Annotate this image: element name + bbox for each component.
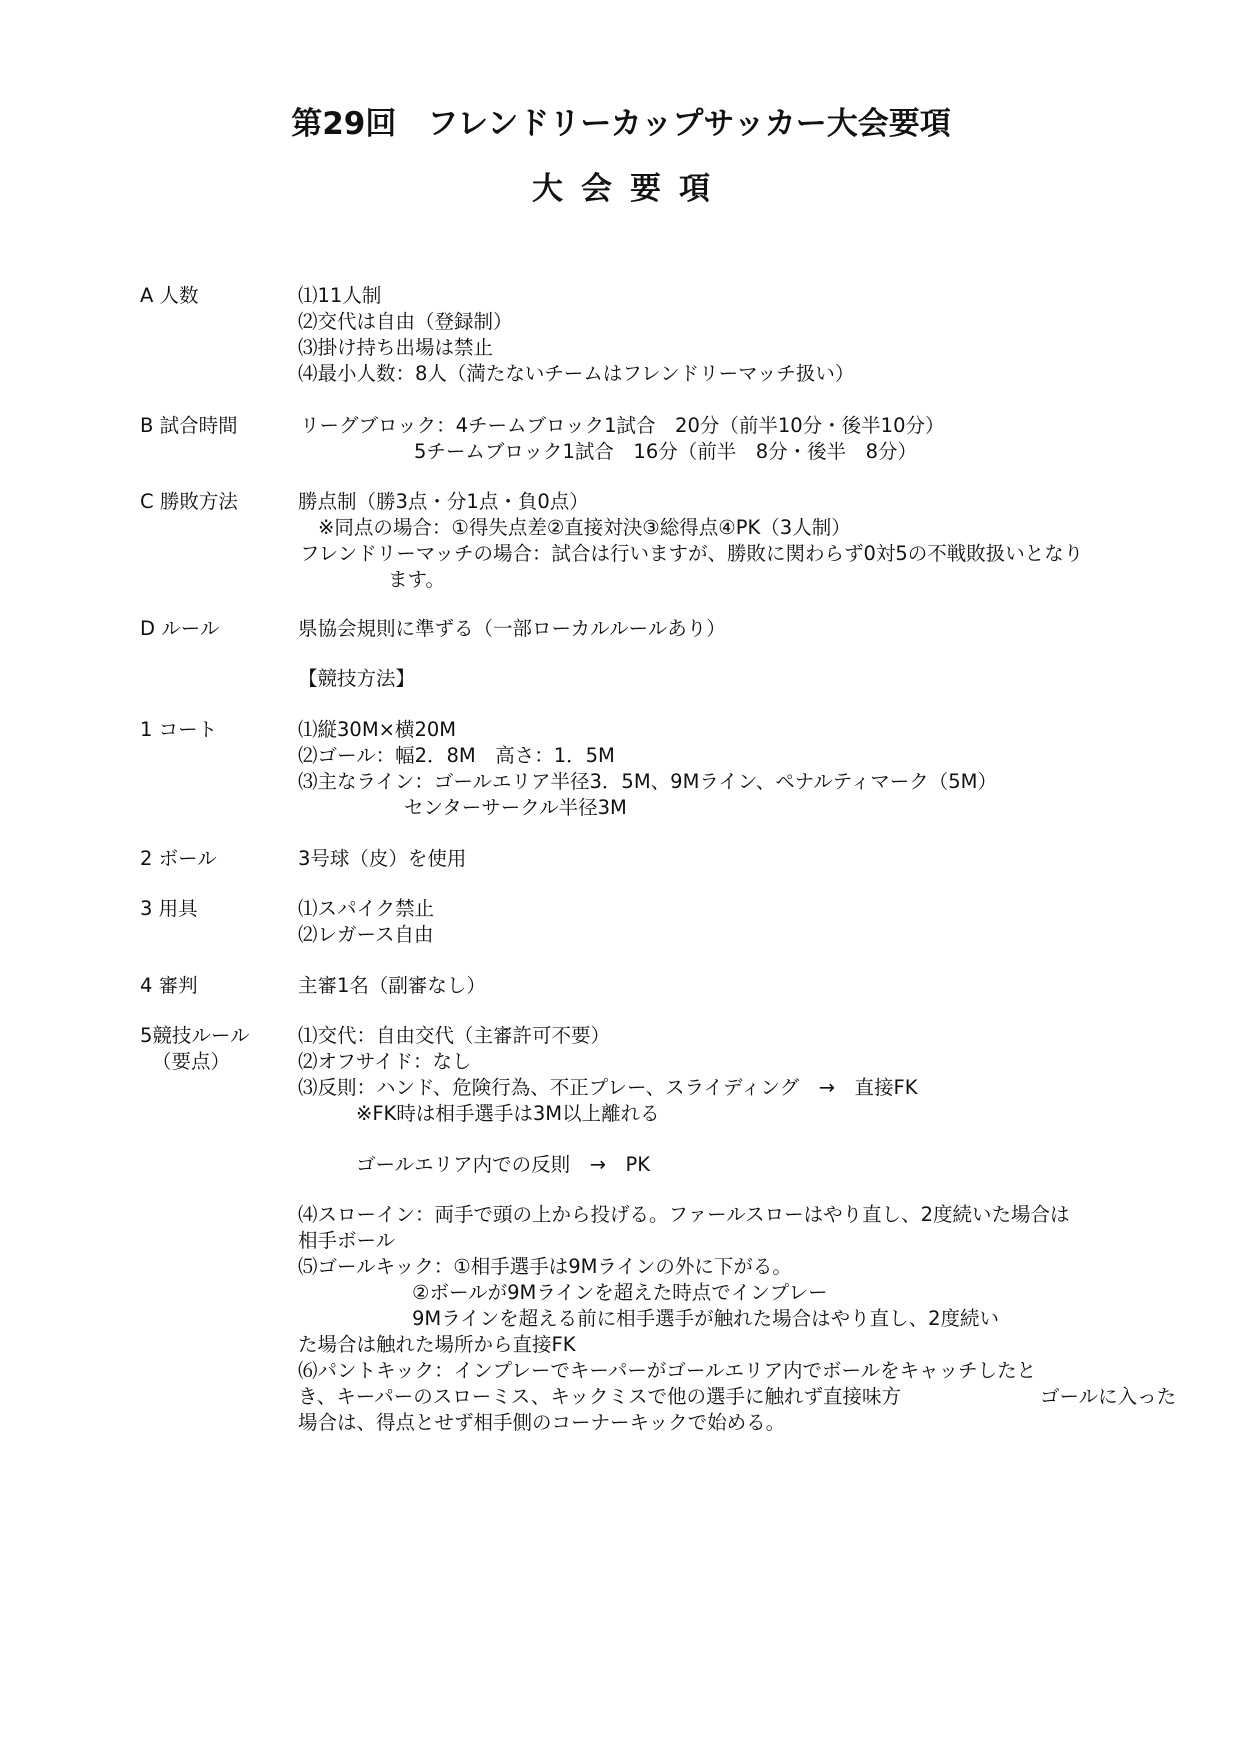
section-line: ⑵交代は自由（登録制） xyxy=(298,310,513,333)
section-label: C 勝敗方法 xyxy=(140,490,238,513)
section-line: リーグブロック：4チームブロック1試合 20分（前半10分・後半10分） xyxy=(300,414,945,437)
section-line: き、キーパーのスローミス、キックミスで他の選手に触れず直接味方 xyxy=(298,1385,901,1408)
page-subtitle: 大会要項 xyxy=(532,171,728,207)
section-label: 2 ボール xyxy=(140,847,217,870)
section-label: 4 審判 xyxy=(140,974,198,997)
section-line: ⑸ゴールキック：①相手選手は9Mラインの外に下がる。 xyxy=(298,1255,792,1278)
section-line: ゴールエリア内での反則 → PK xyxy=(356,1153,650,1176)
section-line: ⑵ゴール：幅2．8M 高さ：1．5M xyxy=(298,744,615,767)
section-line: ②ボールが9Mラインを超えた時点でインプレー xyxy=(412,1281,828,1304)
section-line: フレンドリーマッチの場合：試合は行いますが、勝敗に関わらず0対5の不戦敗扱いとなり xyxy=(300,542,1084,565)
section-line: 場合は、得点とせず相手側のコーナーキックで始める。 xyxy=(298,1411,786,1434)
section-line: ⑷最小人数：8人（満たないチームはフレンドリーマッチ扱い） xyxy=(298,362,855,385)
section-label: 3 用具 xyxy=(140,897,198,920)
section-line: 9Mラインを超える前に相手選手が触れた場合はやり直し、2度続い xyxy=(412,1307,1000,1330)
section-line: ⑴縦30M×横20M xyxy=(298,718,457,741)
section-line: ⑵オフサイド：なし xyxy=(298,1050,472,1073)
section-line: た場合は触れた場所から直接FK xyxy=(298,1333,576,1356)
section-line: ⑶掛け持ち出場は禁止 xyxy=(298,336,494,359)
section-line: ⑹パントキック：インプレーでキーパーがゴールエリア内でボールをキャッチしたと xyxy=(298,1359,1037,1382)
section-line: ⑴スパイク禁止 xyxy=(298,897,435,920)
section-label: 1 コート xyxy=(140,718,218,741)
page-title: 第29回 フレンドリーカップサッカー大会要項 xyxy=(291,106,951,142)
section-label: A 人数 xyxy=(140,284,199,307)
section-line: 3号球（皮）を使用 xyxy=(298,847,467,870)
section-line: ⑵レガース自由 xyxy=(298,923,434,946)
section-label: B 試合時間 xyxy=(140,414,238,437)
section-line: ※FK時は相手選手は3M以上離れる xyxy=(356,1102,660,1125)
section-line: ます。 xyxy=(388,568,445,591)
section-line: ⑶反則：ハンド、危険行為、不正プレー、スライディング → 直接FK xyxy=(298,1076,918,1099)
section-line: ⑶主なライン：ゴールエリア半径3．5M、9Mライン、ペナルティマーク（5M） xyxy=(298,770,997,793)
section-line: 相手ボール xyxy=(298,1229,396,1252)
section-heading: 【競技方法】 xyxy=(298,667,416,690)
section-line: 勝点制（勝3点・分1点・負0点） xyxy=(298,490,589,513)
section-line: ⑴11人制 xyxy=(298,284,382,307)
section-label: D ルール xyxy=(140,617,220,640)
section-label: 5競技ルール xyxy=(140,1024,250,1047)
section-line: 県協会規則に準ずる（一部ローカルルールあり） xyxy=(298,617,726,640)
section-line: 主審1名（副審なし） xyxy=(298,974,486,997)
section-line: ゴールに入った xyxy=(1040,1385,1177,1408)
section-line: センターサークル半径3M xyxy=(404,796,627,819)
section-line: ※同点の場合：①得失点差②直接対決③総得点④PK（3人制） xyxy=(318,516,851,539)
section-label-sub: （要点） xyxy=(152,1050,231,1073)
section-line: 5チームブロック1試合 16分（前半 8分・後半 8分） xyxy=(414,440,918,463)
section-line: ⑴交代：自由交代（主審許可不要） xyxy=(298,1024,611,1047)
section-line: ⑷スローイン：両手で頭の上から投げる。ファールスローはやり直し、2度続いた場合は xyxy=(298,1203,1070,1226)
